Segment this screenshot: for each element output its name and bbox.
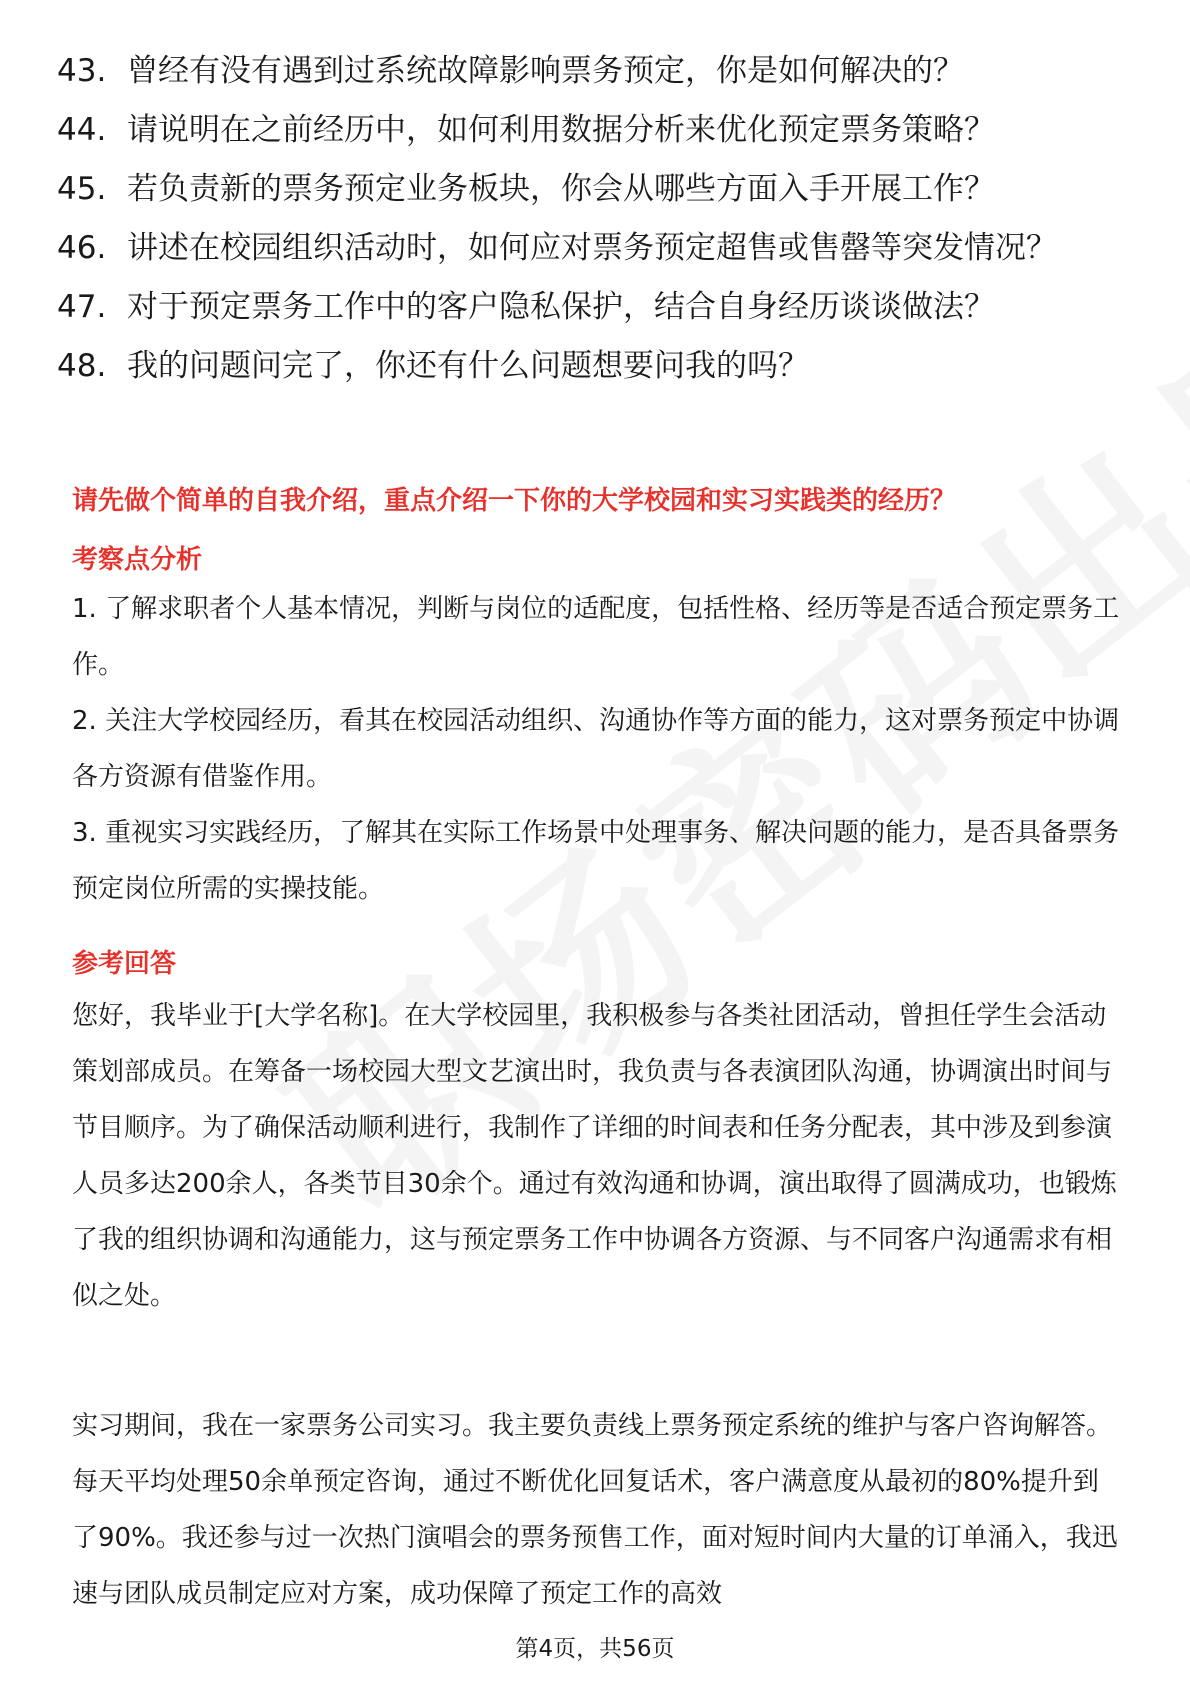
question-text: 若负责新的票务预定业务板块，你会从哪些方面入手开展工作？ [127, 171, 995, 207]
question-number: 48. [57, 348, 107, 384]
question-list [57, 50, 1137, 404]
question-number: 44. [57, 112, 107, 148]
question-text: 我的问题问完了，你还有什么问题想要问我的吗？ [127, 348, 809, 384]
question-text: 请说明在之前经历中，如何利用数据分析来优化预定票务策略？ [127, 112, 995, 148]
list-item [57, 168, 1137, 211]
answer-paragraph [72, 988, 1122, 1324]
question-number: 46. [57, 230, 107, 266]
list-item [57, 109, 1137, 152]
page-number: 第4页，共56页 [515, 1636, 675, 1662]
question-number: 47. [57, 289, 107, 325]
list-item [57, 50, 1137, 93]
interview-question-heading: 请先做个简单的自我介绍，重点介绍一下你的大学校园和实习实践类的经历？ [72, 486, 957, 516]
analysis-point: 2. 关注大学校园经历，看其在校园活动组织、沟通协作等方面的能力，这对票务预定中协调各方资源有借鉴作用。 [72, 706, 1120, 792]
analysis-heading: 考察点分析 [72, 545, 203, 575]
list-item [57, 286, 1137, 329]
answer-text: 您好，我毕业于[大学名称]。在大学校园里，我积极参与各类社团活动，曾担任学生会活动策划部成员。在筹备一场校园大型文艺演出时，我负责与各表演团队沟通，协调演出时间与节目顺序。为了确保活动顺利进行，我制作了详细的时间表和任务分配表，其中涉及到参演人员多达200余人，各类节目30余个。通过有效沟通和协调，演出取得了圆满成功，也锻炼了我的组织协调和沟通能力，这与预定票务工作中协调各方资源、与不同客户沟通需求有相似之处。 [72, 1001, 1117, 1311]
answer-text: 实习期间，我在一家票务公司实习。我主要负责线上票务预定系统的维护与客户咨询解答。每天平均处理50余单预定咨询，通过不断优化回复话术，客户满意度从最初的80%提升到了90%。我还参与过一次热门演唱会的票务预售工作，面对短时间内大量的订单涌入，我迅速与团队成员制定应对方案，成功保障了预定工作的高效 [72, 1411, 1118, 1609]
analysis-point: 1. 了解求职者个人基本情况，判断与岗位的适配度，包括性格、经历等是否适合预定票务工作。 [72, 594, 1120, 680]
question-text: 曾经有没有遇到过系统故障影响票务预定，你是如何解决的？ [127, 53, 964, 89]
question-text: 讲述在校园组织活动时，如何应对票务预定超售或售罄等突发情况？ [127, 230, 1057, 266]
question-text: 对于预定票务工作中的客户隐私保护，结合自身经历谈谈做法？ [127, 289, 995, 325]
list-item [57, 227, 1137, 270]
question-number: 45. [57, 171, 107, 207]
analysis-point: 3. 重视实习实践经历，了解其在实际工作场景中处理事务、解决问题的能力，是否具备票务预定岗位所需的实操技能。 [72, 818, 1120, 904]
list-item [57, 345, 1137, 388]
answer-heading: 参考回答 [72, 949, 177, 979]
answer-paragraph [72, 1398, 1122, 1622]
question-number: 43. [57, 53, 107, 89]
analysis-points [72, 581, 1122, 917]
